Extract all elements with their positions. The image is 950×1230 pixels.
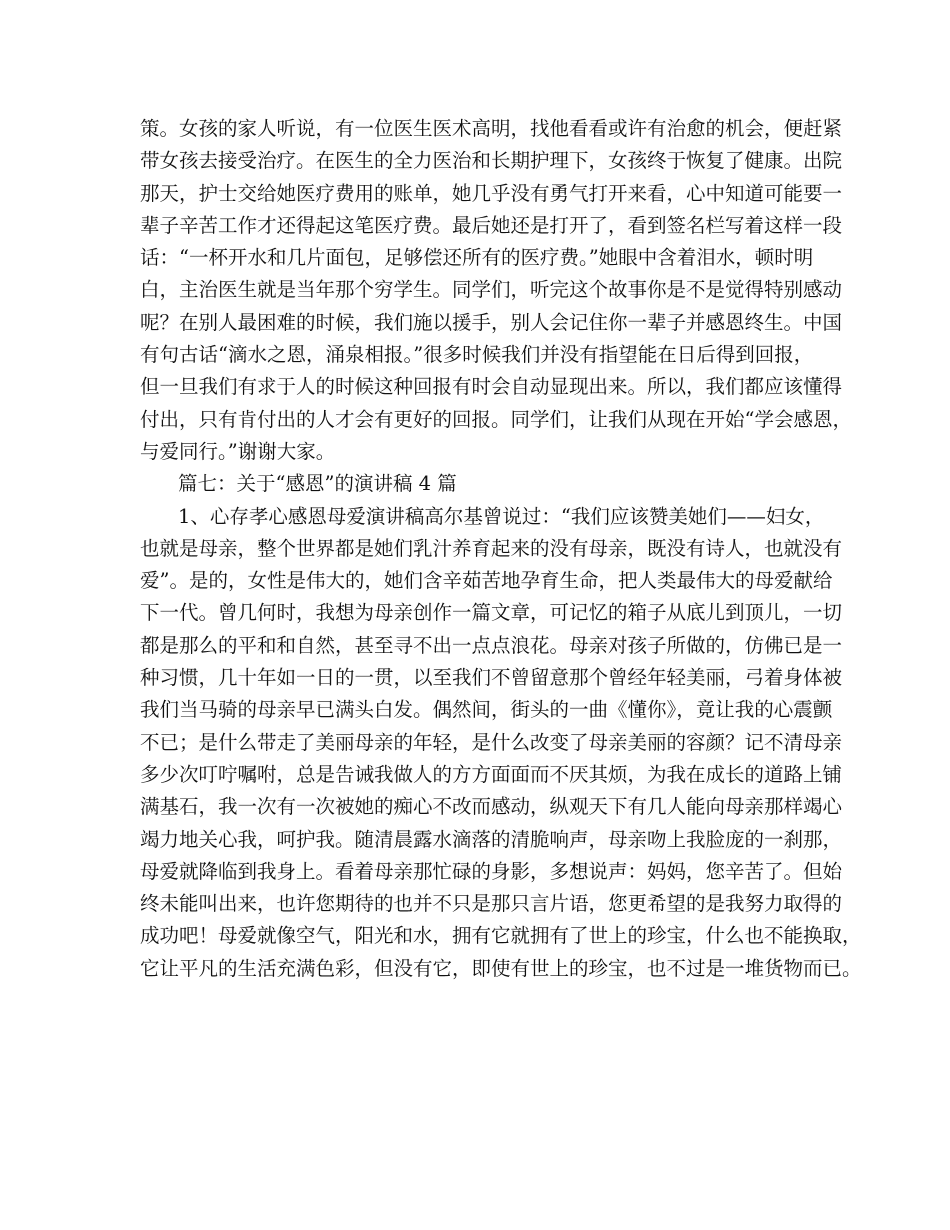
text-line: 带女孩去接受治疗。在医生的全力医治和长期护理下，女孩终于恢复了健康。出院 [140,149,843,173]
text-line: 策。女孩的家人听说，有一位医生医术高明，找他看看或许有治愈的机会，便赶紧 [140,117,843,140]
text-line: 我们当马骑的母亲早已满头白发。偶然间，街头的一曲《懂你》，竟让我的心震颤 [140,698,833,722]
text-line: 终未能叫出来，也许您期待的也并不只是那只言片语，您更希望的是我努力取得的 [140,892,843,916]
text-line: 有句古话“滴水之恩，涌泉相报。”很多时候我们并没有指望能在日后得到回报， [140,343,814,367]
text-line: 满基石，我一次有一次被她的痴心不改而感动，纵观天下有几人能向母亲那样竭心 [140,795,843,819]
section-heading: 篇七：关于“感恩”的演讲稿 4 篇 [178,472,457,496]
text-line: 多少次叮咛嘱咐，总是告诫我做人的方方面面而不厌其烦，为我在成长的道路上铺 [140,762,843,786]
text-line: 呢？在别人最困难的时候，我们施以援手，别人会记住你一辈子并感恩终生。中国 [140,310,843,334]
text-line: 白，主治医生就是当年那个穷学生。同学们，听完这个故事你是不是觉得特别感动 [140,278,843,302]
text-line: 竭力地关心我，呵护我。随清晨露水滴落的清脆响声，母亲吻上我脸庞的一刹那， [140,827,843,851]
text-line: 都是那么的平和和自然，甚至寻不出一点点浪花。母亲对孩子所做的，仿佛已是一 [140,633,843,657]
text-line: 不已；是什么带走了美丽母亲的年轻，是什么改变了母亲美丽的容颜？记不清母亲 [140,730,843,754]
text-line: 那天，护士交给她医疗费用的账单，她几乎没有勇气打开来看，心中知道可能要一 [140,181,843,205]
text-line: 成功吧！母爱就像空气，阳光和水，拥有它就拥有了世上的珍宝，什么也不能换取， [140,924,862,948]
text-line: 辈子辛苦工作才还得起这笔医疗费。最后她还是打开了，看到签名栏写着这样一段 [140,213,843,237]
text-line: 但一旦我们有求于人的时候这种回报有时会自动显现出来。所以，我们都应该懂得 [140,375,843,399]
document-body [140,113,862,985]
text-line: 与爱同行。”谢谢大家。 [140,439,336,463]
paragraph-start-line: 1、心存孝心感恩母爱演讲稿高尔基曾说过：“我们应该赞美她们——妇女， [178,504,825,528]
text-line: 它让平凡的生活充满色彩，但没有它，即使有世上的珍宝，也不过是一堆货物而已。 [140,956,862,980]
text-line: 话：“一杯开水和几片面包，足够偿还所有的医疗费。”她眼中含着泪水，顿时明 [140,246,814,270]
text-line: 爱”。是的，女性是伟大的，她们含辛茹苦地孕育生命，把人类最伟大的母爱献给 [140,569,833,593]
text-line: 也就是母亲，整个世界都是她们乳汁养育起来的没有母亲，既没有诗人，也就没有 [140,536,843,560]
text-line: 下一代。曾几何时，我想为母亲创作一篇文章，可记忆的箱子从底儿到顶儿，一切 [140,601,843,625]
text-line: 付出，只有肯付出的人才会有更好的回报。同学们，让我们从现在开始“学会感恩， [140,407,852,431]
text-line: 种习惯，几十年如一日的一贯，以至我们不曾留意那个曾经年轻美丽，弓着身体被 [140,666,843,690]
text-line: 母爱就降临到我身上。看着母亲那忙碌的身影，多想说声：妈妈，您辛苦了。但始 [140,859,843,883]
